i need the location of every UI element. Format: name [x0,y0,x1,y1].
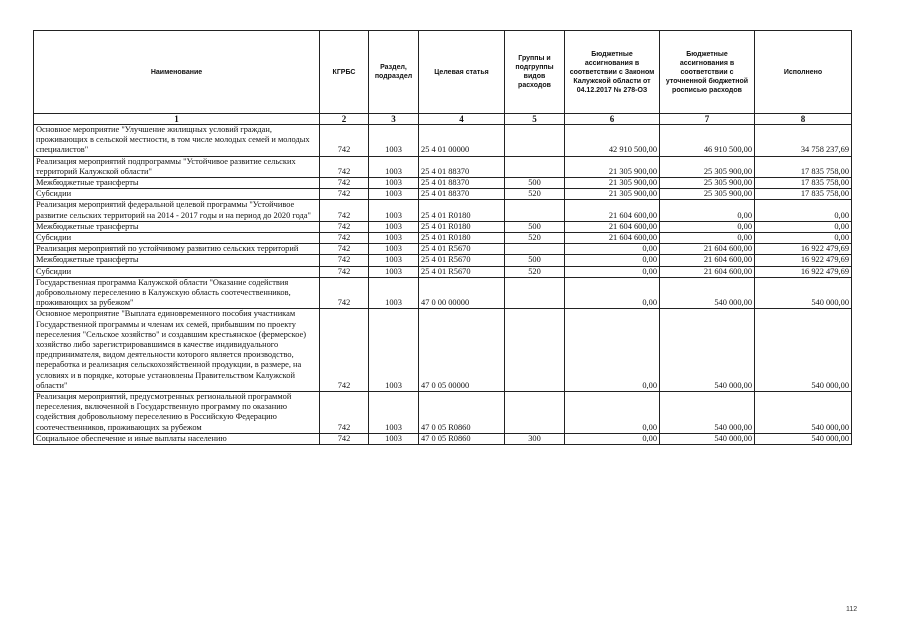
cell-kgrbs: 742 [320,266,369,277]
cell-law-amount: 0,00 [565,266,660,277]
cell-group: 500 [505,221,565,232]
cell-target: 25 4 01 88370 [419,178,505,189]
cell-group [505,309,565,392]
cell-section: 1003 [369,178,419,189]
cell-refined-amount: 0,00 [660,221,755,232]
cell-refined-amount: 46 910 500,00 [660,125,755,157]
cell-section: 1003 [369,433,419,444]
header-target: Целевая статья [419,31,505,114]
cell-name: Государственная программа Калужской области "Оказание содействия добровольному переселению в Калужскую область соотечественников, проживающих за рубежом" [34,277,320,309]
cell-refined-amount: 540 000,00 [660,309,755,392]
cell-group [505,277,565,309]
cell-refined-amount: 540 000,00 [660,433,755,444]
column-number-row [34,114,852,125]
cell-kgrbs: 742 [320,189,369,200]
cell-group: 520 [505,266,565,277]
cell-executed-amount: 34 758 237,69 [755,125,852,157]
cell-name: Основное мероприятие "Выплата единовременного пособия участникам Государственной программы и членам их семей, прибывшим по проекту переселения "Сельское хозяйство" и создавшим крестьянское (фермерское) хозяйство либо зарегистрировавшимся в качестве индивидуального предпринимателя, видом деятельности которого является производство, переработка и реализация сельскохозяйственной продукции, в размере, на условиях и в порядке, которые установлены Правительством Калужской области" [34,309,320,392]
cell-kgrbs: 742 [320,156,369,177]
cell-refined-amount: 25 305 900,00 [660,189,755,200]
cell-law-amount: 21 305 900,00 [565,189,660,200]
header-group: Группы и подгруппы видов расходов [505,31,565,114]
table-body [34,125,852,445]
cell-name: Реализация мероприятий, предусмотренных региональной программой переселения, включенной в Государственную программу по оказанию содействия добровольному переселению в Российскую Федерацию соотечественников, проживающих за рубежом [34,392,320,434]
cell-executed-amount: 17 835 758,00 [755,178,852,189]
table-row [34,125,852,157]
cell-law-amount: 0,00 [565,244,660,255]
cell-name: Субсидии [34,233,320,244]
table-row [34,266,852,277]
cell-group: 500 [505,255,565,266]
table-row [34,255,852,266]
table-row [34,244,852,255]
cell-kgrbs: 742 [320,255,369,266]
header-section: Раздел, подраздел [369,31,419,114]
cell-kgrbs: 742 [320,309,369,392]
cell-refined-amount: 540 000,00 [660,392,755,434]
cell-law-amount: 0,00 [565,433,660,444]
cell-executed-amount: 540 000,00 [755,277,852,309]
cell-target: 25 4 01 R0180 [419,233,505,244]
cell-group [505,156,565,177]
cell-name: Межбюджетные трансферты [34,178,320,189]
cell-refined-amount: 21 604 600,00 [660,255,755,266]
table-row [34,277,852,309]
cell-target: 25 4 01 88370 [419,156,505,177]
cell-section: 1003 [369,156,419,177]
table-row [34,156,852,177]
cell-refined-amount: 25 305 900,00 [660,156,755,177]
table-row [34,200,852,221]
cell-group: 500 [505,178,565,189]
cell-kgrbs: 742 [320,178,369,189]
column-number: 7 [660,114,755,125]
cell-executed-amount: 0,00 [755,233,852,244]
cell-kgrbs: 742 [320,433,369,444]
table-row [34,392,852,434]
cell-refined-amount: 21 604 600,00 [660,244,755,255]
cell-name: Реализация мероприятий федеральной целевой программы "Устойчивое развитие сельских территорий на 2014 - 2017 годы и на период до 2020 года" [34,200,320,221]
cell-name: Межбюджетные трансферты [34,221,320,232]
cell-name: Основное мероприятие "Улучшение жилищных условий граждан, проживающих в сельской местности, в том числе молодых семей и молодых специалистов" [34,125,320,157]
cell-executed-amount: 16 922 479,69 [755,244,852,255]
cell-target: 25 4 01 88370 [419,189,505,200]
cell-name: Межбюджетные трансферты [34,255,320,266]
cell-executed-amount: 0,00 [755,221,852,232]
cell-section: 1003 [369,266,419,277]
cell-group: 300 [505,433,565,444]
cell-law-amount: 21 604 600,00 [565,200,660,221]
column-number: 2 [320,114,369,125]
cell-law-amount: 0,00 [565,277,660,309]
cell-executed-amount: 540 000,00 [755,433,852,444]
table-row [34,178,852,189]
column-number: 6 [565,114,660,125]
cell-group: 520 [505,189,565,200]
header-kgrbs: КГРБС [320,31,369,114]
cell-law-amount: 0,00 [565,392,660,434]
cell-executed-amount: 16 922 479,69 [755,255,852,266]
cell-target: 25 4 01 R5670 [419,244,505,255]
column-number: 5 [505,114,565,125]
cell-refined-amount: 0,00 [660,200,755,221]
cell-section: 1003 [369,233,419,244]
cell-kgrbs: 742 [320,200,369,221]
table-row [34,221,852,232]
header-name: Наименование [34,31,320,114]
cell-section: 1003 [369,244,419,255]
cell-refined-amount: 21 604 600,00 [660,266,755,277]
cell-executed-amount: 16 922 479,69 [755,266,852,277]
cell-section: 1003 [369,309,419,392]
cell-group [505,244,565,255]
cell-section: 1003 [369,125,419,157]
column-number: 3 [369,114,419,125]
cell-law-amount: 21 604 600,00 [565,221,660,232]
cell-name: Реализация мероприятий подпрограммы "Устойчивое развитие сельских территорий Калужской области" [34,156,320,177]
cell-law-amount: 21 305 900,00 [565,156,660,177]
cell-name: Субсидии [34,266,320,277]
cell-executed-amount: 540 000,00 [755,309,852,392]
cell-section: 1003 [369,392,419,434]
cell-name: Социальное обеспечение и иные выплаты населению [34,433,320,444]
header-refined: Бюджетные ассигнования в соответствии с уточненной бюджетной росписью расходов [660,31,755,114]
table-row [34,233,852,244]
cell-refined-amount: 25 305 900,00 [660,178,755,189]
cell-section: 1003 [369,189,419,200]
cell-executed-amount: 17 835 758,00 [755,189,852,200]
cell-section: 1003 [369,255,419,266]
cell-name: Субсидии [34,189,320,200]
cell-target: 25 4 01 R0180 [419,200,505,221]
table-row [34,189,852,200]
header-row [34,31,852,114]
cell-kgrbs: 742 [320,392,369,434]
cell-kgrbs: 742 [320,221,369,232]
cell-law-amount: 21 305 900,00 [565,178,660,189]
cell-target: 25 4 01 R5670 [419,255,505,266]
cell-executed-amount: 17 835 758,00 [755,156,852,177]
budget-table [33,30,852,445]
header-executed: Исполнено [755,31,852,114]
cell-refined-amount: 540 000,00 [660,277,755,309]
cell-name: Реализация мероприятий по устойчивому развитию сельских территорий [34,244,320,255]
cell-law-amount: 42 910 500,00 [565,125,660,157]
column-number: 4 [419,114,505,125]
cell-executed-amount: 0,00 [755,200,852,221]
cell-law-amount: 21 604 600,00 [565,233,660,244]
page-number: 112 [846,606,858,613]
cell-section: 1003 [369,200,419,221]
cell-law-amount: 0,00 [565,309,660,392]
cell-refined-amount: 0,00 [660,233,755,244]
cell-group [505,392,565,434]
cell-section: 1003 [369,221,419,232]
cell-group: 520 [505,233,565,244]
cell-group [505,200,565,221]
header-law: Бюджетные ассигнования в соответствии с Законом Калужской области от 04.12.2017 № 278-ОЗ [565,31,660,114]
cell-target: 47 0 05 R0860 [419,433,505,444]
cell-law-amount: 0,00 [565,255,660,266]
table-row [34,433,852,444]
cell-kgrbs: 742 [320,277,369,309]
cell-section: 1003 [369,277,419,309]
cell-executed-amount: 540 000,00 [755,392,852,434]
cell-target: 47 0 05 00000 [419,309,505,392]
table-row [34,309,852,392]
cell-kgrbs: 742 [320,125,369,157]
cell-group [505,125,565,157]
column-number: 8 [755,114,852,125]
cell-target: 25 4 01 R5670 [419,266,505,277]
cell-target: 25 4 01 00000 [419,125,505,157]
cell-target: 25 4 01 R0180 [419,221,505,232]
column-number: 1 [34,114,320,125]
cell-kgrbs: 742 [320,233,369,244]
cell-target: 47 0 00 00000 [419,277,505,309]
cell-target: 47 0 05 R0860 [419,392,505,434]
cell-kgrbs: 742 [320,244,369,255]
